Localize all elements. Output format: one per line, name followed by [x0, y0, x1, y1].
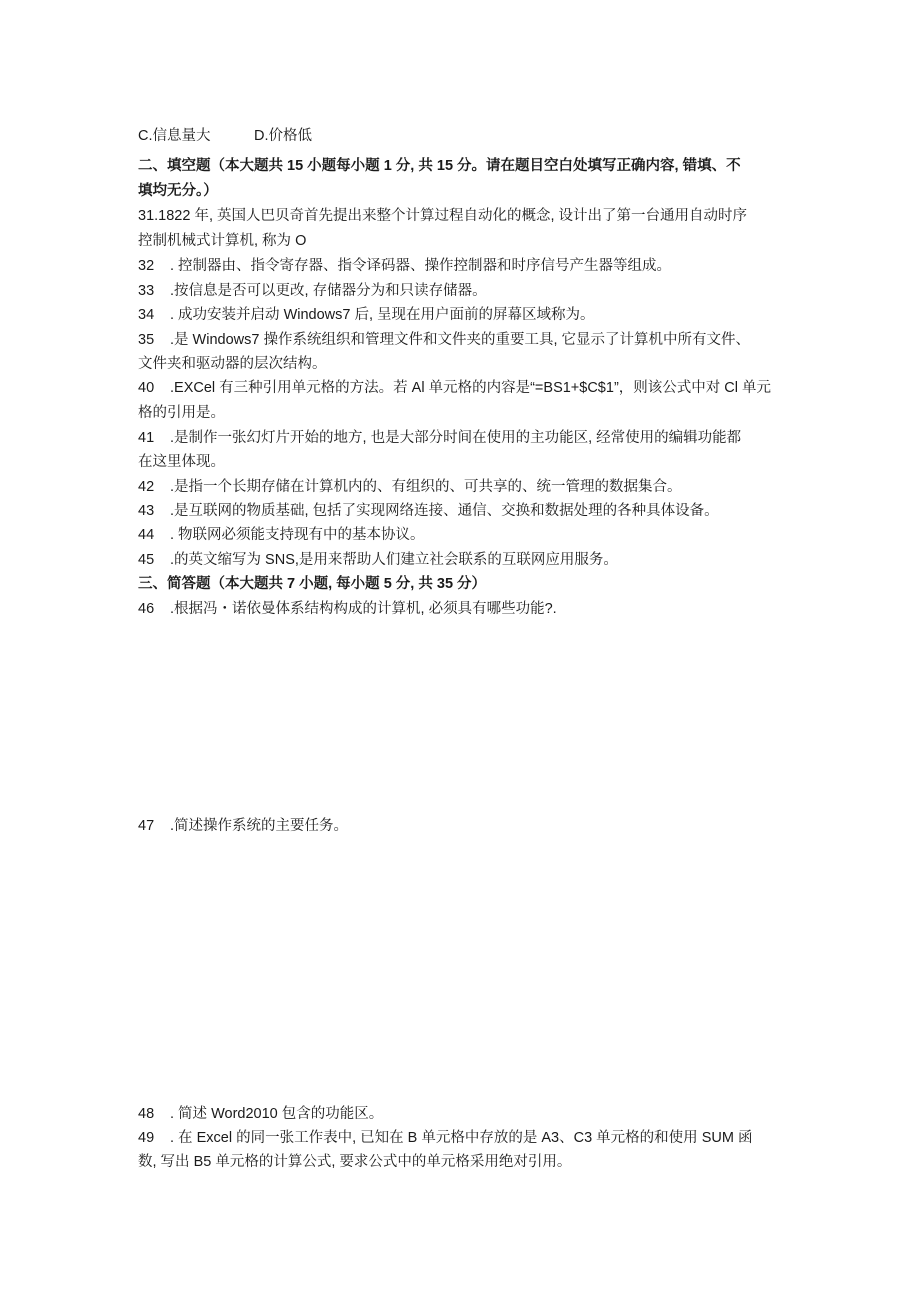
question-number: 34: [138, 307, 155, 323]
question-40-cont: 格的引用是。: [138, 405, 225, 421]
question-text: .是 Windows7 操作系统组织和管理文件和文件夹的重要工具, 它显示了计算机中所有文件、: [170, 332, 751, 348]
question-text: . 成功安装并启动 Windows7 后, 呈现在用户面前的屏幕区域称为。: [170, 307, 595, 323]
question-text: . 控制器由、指令寄存器、指令译码器、操作控制器和时序信号产生器等组成。: [170, 258, 672, 274]
question-35-cont: 文件夹和驱动器的层次结构。: [138, 356, 327, 372]
question-text: . 简述 Word2010 包含的功能区。: [170, 1106, 384, 1122]
question-text: . 在 Excel 的同一张工作表中, 已知在 B 单元格中存放的是 A3、C3 单元格的和使用 SUM 函: [170, 1130, 753, 1146]
question-47: [138, 816, 348, 836]
question-32: [138, 256, 671, 276]
question-text: .的英文缩写为 SNS,是用来帮助人们建立社会联系的互联网应用服务。: [170, 552, 618, 568]
question-number: 35: [138, 332, 155, 348]
question-text: .是互联网的物质基础, 包括了实现网络连接、通信、交换和数据处理的各种具体设备。: [170, 503, 719, 519]
question-text: . 物联网必须能支持现有中的基本协议。: [170, 527, 425, 543]
question-number: 48: [138, 1106, 155, 1122]
question-number: 41: [138, 430, 155, 446]
option-d: D.价格低: [254, 128, 312, 144]
question-number: 32: [138, 258, 155, 274]
question-number: 44: [138, 527, 155, 543]
question-text: .是指一个长期存储在计算机内的、有组织的、可共享的、统一管理的数据集合。: [170, 479, 682, 495]
question-46: [138, 599, 557, 619]
question-45: [138, 550, 618, 570]
question-number: 42: [138, 479, 155, 495]
question-44: [138, 525, 425, 545]
question-number: 47: [138, 818, 155, 834]
question-41-cont: 在这里体现。: [138, 454, 225, 470]
question-text: .是制作一张幻灯片开始的地方, 也是大部分时间在使用的主功能区, 经常使用的编辑功能都: [170, 430, 742, 446]
section2-heading-cont: 填均无分。）: [138, 183, 218, 199]
question-text: .EXCel 有三种引用单元格的方法。若 Al 单元格的内容是“=BS1+$C$1”，则该公式中对 Cl 单元: [170, 380, 772, 396]
question-42: [138, 477, 682, 497]
question-35: [138, 330, 750, 350]
question-text: .简述操作系统的主要任务。: [170, 818, 349, 834]
option-line: [138, 126, 312, 146]
question-49: [138, 1128, 752, 1148]
section3-heading: 三、简答题（本大题共 7 小题, 每小题 5 分, 共 35 分）: [138, 576, 487, 592]
question-number: 46: [138, 601, 155, 617]
question-43: [138, 501, 719, 521]
question-number: 40: [138, 380, 155, 396]
question-31-cont: 控制机械式计算机, 称为 O: [138, 233, 307, 249]
question-number: 49: [138, 1130, 155, 1146]
section2-heading: 二、填空题（本大题共 15 小题每小题 1 分, 共 15 分。请在题目空白处填写正确内容, 错填、不: [138, 158, 741, 174]
question-text: .按信息是否可以更改, 存储器分为和只读存储器。: [170, 283, 487, 299]
option-c: C.信息量大: [138, 128, 211, 144]
question-text: .根据冯・诺依曼体系结构构成的计算机, 必须具有哪些功能?.: [170, 601, 557, 617]
question-48: [138, 1104, 383, 1124]
question-41: [138, 428, 741, 448]
question-number: 33: [138, 283, 155, 299]
question-40: [138, 378, 771, 398]
question-31: 31.1822 年, 英国人巴贝奇首先提出来整个计算过程自动化的概念, 设计出了第一台通用自动时序: [138, 208, 748, 224]
question-number: 43: [138, 503, 155, 519]
question-49-cont: 数, 写出 B5 单元格的计算公式, 要求公式中的单元格采用绝对引用。: [138, 1154, 572, 1170]
question-33: [138, 281, 487, 301]
question-34: [138, 305, 595, 325]
question-number: 45: [138, 552, 155, 568]
